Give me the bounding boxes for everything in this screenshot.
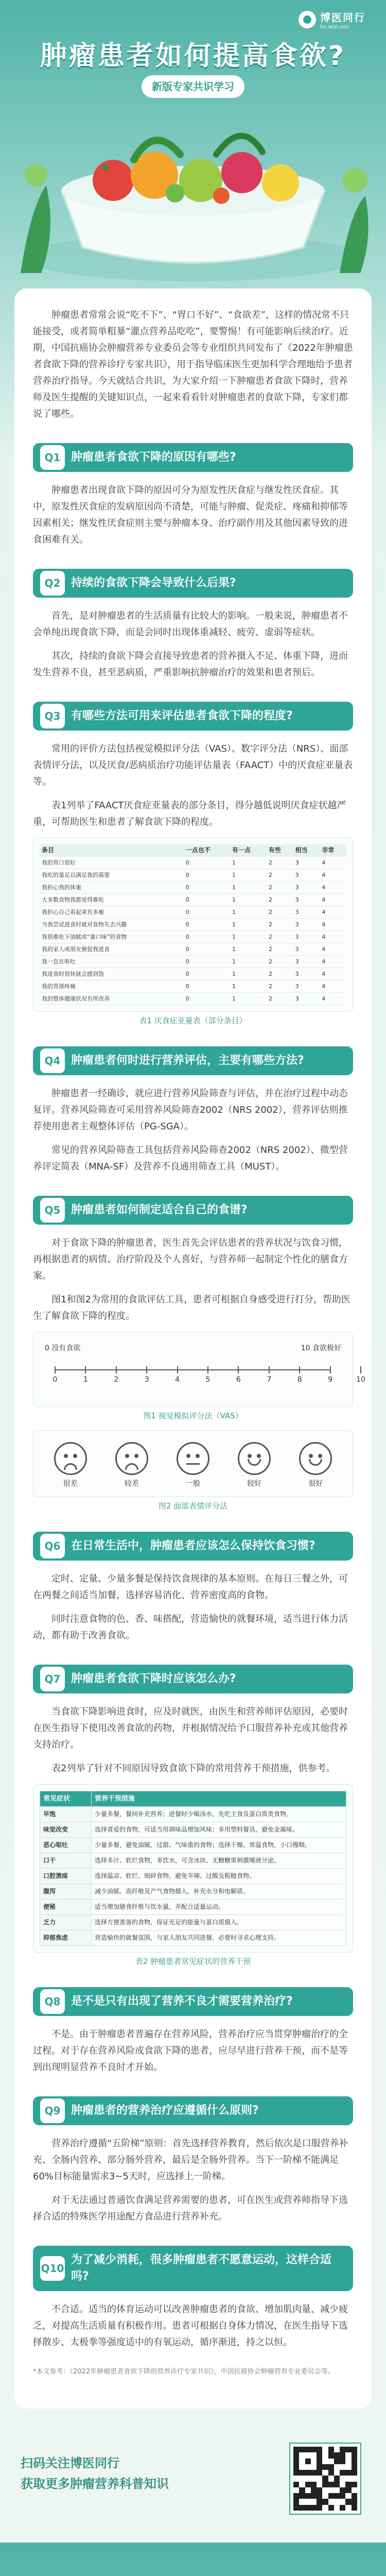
question-badge: Q9	[40, 2098, 65, 2123]
table-cell: 4	[320, 993, 346, 1005]
table-row	[40, 931, 346, 943]
table-cell: 当我尝试进食时就对食物失去兴趣	[40, 919, 184, 931]
scale-tick	[360, 1366, 361, 1374]
table-cell: 2	[267, 943, 293, 956]
table-cell: 我的胃部疼痛	[40, 980, 184, 993]
table-cell: 2	[267, 869, 293, 882]
table-cell: 4	[320, 906, 346, 919]
question-title: 有哪些方法可用来评估患者食欲下降的程度?	[71, 709, 293, 722]
intervention-cell: 减少油腻、高纤维及产气食物摄入，补充水分和电解质。	[92, 1884, 346, 1900]
intervention-cell: 选择温凉、软烂、细碎食物，避免辛辣、过酸及粗糙食物。	[92, 1869, 346, 1884]
symptom-cell: 味觉改变	[40, 1822, 92, 1838]
table-cell: 2	[267, 857, 293, 869]
figure-1-caption: 图1 视觉模拟评分法（VAS）	[143, 1411, 243, 1420]
table-header-row	[40, 1791, 346, 1807]
brand	[299, 9, 365, 30]
symptom-cell: 口干	[40, 1853, 92, 1869]
table-cell: 我的胃口很好	[40, 857, 184, 869]
table-cell: 1	[230, 968, 267, 980]
question-badge: Q10	[40, 2256, 65, 2281]
table-cell: 0	[184, 956, 230, 968]
table-cell: 4	[320, 919, 346, 931]
symptom-cell: 口腔溃疡	[40, 1869, 92, 1884]
footer	[0, 2424, 386, 2543]
table-cell: 3	[293, 906, 320, 919]
table-1-box	[33, 838, 353, 1012]
table-cell: 3	[293, 857, 320, 869]
table-cell: 0	[184, 919, 230, 931]
intervention-cell: 选择喜爱的食物，可适当用调味品增加风味；多用塑料餐具，避免金属味。	[92, 1822, 346, 1838]
question-title: 肿瘤患者何时进行营养评估，主要有哪些方法?	[71, 1054, 304, 1067]
table-cell: 我的整体健康状况有所改善	[40, 993, 184, 1005]
scale-tick-label: 3	[144, 1376, 149, 1384]
table-row	[40, 906, 346, 919]
table-cell: 0	[184, 931, 230, 943]
face-scale-item	[54, 1442, 87, 1488]
table-header-cell: 一点也不	[184, 844, 230, 857]
question-heading-7	[33, 1665, 353, 1693]
answer-paragraph: 其次，持续的食欲下降会直接导致患者的营养摄入不足、体重下降，进而发生营养不良，甚至恶病质，严重影响抗肿瘤治疗的效果和患者预后。	[33, 651, 348, 678]
table-row	[40, 894, 346, 906]
page-title: 肿瘤患者如何提高食欲?	[40, 41, 346, 72]
table-header-cell: 条目	[40, 844, 184, 857]
table-cell: 1	[230, 956, 267, 968]
table-cell: 1	[230, 931, 267, 943]
question-heading-10	[33, 2246, 353, 2291]
answer-paragraph: 对于食欲下降的肿瘤患者，医生首先会评估患者的营养状况与饮食习惯，再根据患者的病情、治疗阶段及个人喜好，与营养师一起制定个性化的膳食方案。	[33, 1238, 348, 1281]
symptom-cell: 便秘	[40, 1900, 92, 1915]
table-cell: 1	[230, 894, 267, 906]
anorexia-subscale-table	[40, 844, 346, 1005]
question-badge: Q5	[40, 1198, 65, 1223]
table-cell: 1	[230, 943, 267, 956]
table-2-caption: 表2 肿瘤患者常见症状的营养干预	[135, 1957, 251, 1966]
answer-paragraph: 图1和图2为常用的食欲评估工具，患者可根据自身感受进行打分，帮助医生了解食欲下降的程度。	[33, 1294, 350, 1321]
symptom-cell: 乏力	[40, 1915, 92, 1930]
question-badge: Q3	[40, 704, 65, 728]
symptom-cell: 早饱	[40, 1807, 92, 1822]
question-title: 是不是只有出现了营养不良才需要营养治疗?	[71, 1995, 293, 2008]
face-scale-item	[115, 1442, 148, 1488]
table-row	[40, 968, 346, 980]
table-row	[40, 869, 346, 882]
table-1-caption: 表1 厌食症亚量表（部分条目）	[139, 1016, 247, 1025]
face-label: 较差	[124, 1480, 139, 1488]
hero-banner	[0, 0, 386, 289]
symptom-cell: 恶心呕吐	[40, 1838, 92, 1853]
table-cell: 1	[230, 906, 267, 919]
table-cell: 3	[293, 931, 320, 943]
scale-tick	[207, 1366, 208, 1374]
scale-tick-label: 1	[83, 1376, 88, 1384]
table-cell: 3	[293, 993, 320, 1005]
question-badge: Q6	[40, 1534, 65, 1558]
question-badge: Q2	[40, 571, 65, 596]
question-title: 肿瘤患者食欲下降的原因有哪些?	[71, 451, 236, 464]
table-row	[40, 993, 346, 1005]
table-cell: 1	[230, 993, 267, 1005]
table-cell: 我一直在呕吐	[40, 956, 184, 968]
table-cell: 4	[320, 894, 346, 906]
page-subtitle-badge: 新版专家共识学习	[142, 75, 244, 98]
answer-paragraph: 首先，是对肿瘤患者的生活质量有比较大的影响。一般来说，肿瘤患者不会单纯出现食欲下降，而是会同时出现体重减轻、疲劳、虚弱等症状。	[33, 611, 348, 638]
scale-tick	[238, 1366, 239, 1374]
scale-tick	[177, 1366, 178, 1374]
answer-paragraph: 不合适。适当的体育运动可以改善肿瘤患者的食欲、增加肌肉量、减少疲乏，对提高生活质量有积极作用。患者可根据自身体力情况，在医生指导下选择散步、太极拳等强度适中的有氧运动，循序渐进，持之以恒。	[33, 2304, 348, 2348]
table-row	[40, 882, 346, 894]
table-cell: 2	[267, 968, 293, 980]
table-cell: 3	[293, 968, 320, 980]
table-cell: 2	[267, 931, 293, 943]
scale-tick-label: 7	[267, 1376, 272, 1384]
footer-line-2: 获取更多肿瘤营养科普知识	[21, 2477, 169, 2491]
face-scale-item	[238, 1442, 271, 1488]
question-badge: Q4	[40, 1048, 65, 1073]
table-cell: 0	[184, 943, 230, 956]
table-cell: 0	[184, 968, 230, 980]
table-row	[40, 943, 346, 956]
qr-code[interactable]	[290, 2444, 360, 2514]
qr-code-pattern	[293, 2447, 357, 2511]
table-body	[40, 857, 346, 1005]
table-header-cell: 相当	[293, 844, 320, 857]
scale-tick	[55, 1366, 56, 1374]
scale-tick	[269, 1366, 270, 1374]
face-scale-item	[299, 1442, 332, 1488]
table-row	[40, 956, 346, 968]
table-cell: 1	[230, 882, 267, 894]
table-cell: 2	[267, 919, 293, 931]
table-cell: 4	[320, 956, 346, 968]
table-2-box	[33, 1784, 353, 1953]
table-cell: 我担心自己看起来有多瘦	[40, 906, 184, 919]
question-badge: Q8	[40, 1989, 65, 2014]
face-icon	[238, 1442, 271, 1475]
answer-paragraph: 对于无法通过普通饮食满足营养需要的患者，可在医生或营养师指导下选择合适的特殊医学用途配方食品进行营养补充。	[33, 2195, 348, 2222]
scale-right-label: 10 食欲极好	[301, 1344, 341, 1352]
scale-tick-label: 10	[356, 1376, 365, 1384]
answer-paragraph: 定时、定量、少量多餐是保持饮食规律的基本原则。在每日三餐之外，可在两餐之间适当加餐，选择容易消化、营养密度高的食物。	[33, 1573, 348, 1601]
face-scale-item	[177, 1442, 209, 1488]
scale-tick	[85, 1366, 86, 1374]
table-cell: 我进食时很快就会感到饱	[40, 968, 184, 980]
table-row	[40, 1884, 346, 1900]
answer-paragraph: 营养治疗遵循“五阶梯”原则：首先选择营养教育，然后依次是口服营养补充、全肠内营养、部分肠外营养，最后是全肠外营养。当下一阶梯不能满足60%目标能量需求3~5天时，应选择上一阶梯。	[33, 2138, 348, 2182]
table-header-cell: 非常	[320, 844, 346, 857]
question-heading-4	[33, 1046, 353, 1075]
intervention-cell: 少量多餐，餐间补充营养；进餐时少喝汤水，先吃主食及蛋白质类食物。	[92, 1807, 346, 1822]
scale-tick	[146, 1366, 147, 1374]
face-icon	[299, 1442, 332, 1475]
question-heading-6	[33, 1532, 353, 1561]
table-cell: 1	[230, 857, 267, 869]
table-row	[40, 980, 346, 993]
footer-line-1: 扫码关注博医同行	[21, 2456, 119, 2470]
table-row	[40, 1900, 346, 1915]
table-cell: 我很难吃下油腻或“重口味”的食物	[40, 931, 184, 943]
question-badge: Q1	[40, 445, 65, 470]
table-cell: 3	[293, 956, 320, 968]
table-cell: 3	[293, 882, 320, 894]
scale-tick-label: 5	[205, 1376, 210, 1384]
table-cell: 大多数食物我都觉得难吃	[40, 894, 184, 906]
table-header-cell: 营养干预措施	[92, 1791, 346, 1807]
table-row	[40, 857, 346, 869]
table-cell: 1	[230, 919, 267, 931]
table-cell: 3	[293, 869, 320, 882]
symptom-cell: 抑郁焦虑	[40, 1930, 92, 1946]
question-badge: Q7	[40, 1667, 65, 1691]
table-cell: 0	[184, 980, 230, 993]
face-label: 很好	[308, 1480, 323, 1488]
table-cell: 0	[184, 906, 230, 919]
answer-paragraph: 表2列举了针对不同原因导致食欲下降的常用营养干预措施，供参考。	[51, 1763, 336, 1774]
question-title: 持续的食欲下降会导致什么后果?	[71, 577, 236, 589]
brand-logo-icon	[299, 11, 316, 28]
question-title: 肿瘤患者如何制定适合自己的食谱?	[71, 1204, 248, 1216]
scale-left-label: 0 没有食欲	[45, 1344, 81, 1352]
brand-name: 博医同行	[320, 11, 365, 24]
table-row	[40, 1853, 346, 1869]
reference-footnote: *本文参考：《2022年肿瘤患者食欲下降的营养诊疗专家共识》，中国抗癌协会肿瘤营养专业委员会等。	[33, 2368, 335, 2376]
table-row	[40, 1915, 346, 1930]
face-icon	[115, 1442, 148, 1475]
answer-paragraph: 当食欲下降影响进食时，应及时就医，由医生和营养师评估原因，必要时在医生指导下使用改善食欲的药物，并根据情况给予口服营养补充或其他营养支持治疗。	[33, 1706, 348, 1750]
table-header-cell: 有一点	[230, 844, 267, 857]
intervention-cell: 选择方便准备的食物，保证充足的能量与蛋白质摄入。	[92, 1915, 346, 1930]
face-icon	[54, 1442, 87, 1475]
scale-tick-label: 4	[175, 1376, 180, 1384]
question-heading-8	[33, 1987, 353, 2016]
table-cell: 3	[293, 943, 320, 956]
question-title: 肿瘤患者的营养治疗应遵循什么原则?	[71, 2104, 259, 2117]
table-row	[40, 1869, 346, 1884]
scale-tick	[299, 1366, 300, 1374]
scale-tick	[330, 1366, 331, 1374]
face-scale-figure	[33, 1430, 353, 1497]
table-row	[40, 1838, 346, 1853]
question-title: 在日常生活中，肿瘤患者应该怎么保持饮食习惯?	[71, 1539, 315, 1552]
scale-tick-label: 8	[297, 1376, 302, 1384]
table-cell: 4	[320, 869, 346, 882]
vegetable-bowl-illustration	[0, 103, 386, 289]
scale-tick-label: 2	[114, 1376, 119, 1384]
face-label: 较好	[247, 1480, 262, 1488]
vas-scale	[40, 1338, 365, 1400]
table-cell: 4	[320, 882, 346, 894]
question-heading-5	[33, 1196, 353, 1225]
table-cell: 1	[230, 980, 267, 993]
table-cell: 2	[267, 980, 293, 993]
table-cell: 0	[184, 993, 230, 1005]
question-heading-1	[33, 443, 353, 472]
table-cell: 2	[267, 906, 293, 919]
table-cell: 1	[230, 869, 267, 882]
article-card	[14, 289, 372, 2409]
table-cell: 2	[267, 894, 293, 906]
face-scale	[40, 1437, 346, 1490]
table-row	[40, 1807, 346, 1822]
table-cell: 4	[320, 968, 346, 980]
question-heading-2	[33, 569, 353, 598]
answer-paragraph: 同时注意食物的色、香、味搭配，营造愉快的就餐环境，适当进行体力活动，都有助于改善食欲。	[33, 1614, 348, 1641]
question-heading-3	[33, 702, 353, 731]
question-title: 肿瘤患者食欲下降时应该怎么办?	[71, 1672, 236, 1685]
intervention-cell: 选择多汁、软烂食物，多饮水，可含冰块、无糖糖果刺激唾液分泌。	[92, 1853, 346, 1869]
table-cell: 我的家人或朋友催促我进食	[40, 943, 184, 956]
table-cell: 0	[184, 857, 230, 869]
nutrition-intervention-table	[40, 1791, 346, 1946]
symptom-cell: 腹泻	[40, 1884, 92, 1900]
scale-tick	[116, 1366, 117, 1374]
table-cell: 3	[293, 980, 320, 993]
intro-paragraph: 肿瘤患者常常会说“吃不下”、“胃口不好”、“食欲差”，这样的情况常不只能接受，或者简单粗暴“灌点营养品吃吃”，要警惕！有可能影响后续治疗。近期，中国抗癌协会肿瘤营养专业委员会等专业组织共同发布了《2022年肿瘤患者食欲下降的营养诊疗专家共识》，用于指导临床医生更加科学合理地给予患者营养治疗指导。今天就结合共识，为大家介绍一下肿瘤患者食欲下降时，营养师及医生提醒的关键知识点，一起来看看针对肿瘤患者的食欲下降，专家们都说了哪些。	[33, 310, 353, 419]
intervention-cell: 少量多餐，避免油腻、过甜、气味重的食物；选择干燥、常温食物，小口慢咽。	[92, 1838, 346, 1853]
face-icon	[177, 1442, 209, 1475]
question-heading-9	[33, 2096, 353, 2125]
scale-tick-label: 0	[52, 1376, 58, 1384]
table-row	[40, 919, 346, 931]
answer-paragraph: 表1列举了FAACT厌食症亚量表的部分条目，得分越低说明厌食症状越严重，可帮助医生和患者了解食欲下降的程度。	[33, 800, 346, 827]
answer-paragraph: 不是。由于肿瘤患者普遍存在营养风险，营养治疗应当贯穿肿瘤治疗的全过程。对于存在营养风险或食欲下降的患者，应尽早进行营养干预，而不是等到出现明显营养不良时才开始。	[33, 2029, 348, 2073]
scale-tick-label: 9	[328, 1376, 333, 1384]
question-title: 为了减少消耗，很多肿瘤患者不愿意运动，这样合适吗?	[71, 2253, 332, 2283]
answer-paragraph: 肿瘤患者出现食欲下降的原因可分为原发性厌食症与继发性厌食症。其中，原发性厌食症的发病原因尚不清楚，可能与肿瘤、促炎症、疼痛和抑郁等因素相关；继发性厌食症则主要与肿瘤本身、治疗副作用及其他因素导致的进食困难有关。	[33, 485, 348, 545]
table-cell: 4	[320, 980, 346, 993]
table-cell: 我吃的量足以满足我的需要	[40, 869, 184, 882]
table-cell: 0	[184, 882, 230, 894]
table-cell: 4	[320, 857, 346, 869]
table-header-cell: 有些	[267, 844, 293, 857]
table-row	[40, 1930, 346, 1946]
vas-scale-figure	[33, 1332, 365, 1407]
table-cell: 2	[267, 993, 293, 1005]
table-cell: 3	[293, 894, 320, 906]
answer-paragraph: 常用的评价方法包括视觉模拟评分法（VAS）、数字评分法（NRS）、面部表情评分法，以及厌食/恶病质治疗功能评估量表（FAACT）中的厌食症亚量表等。	[33, 743, 353, 787]
answer-paragraph: 常见的营养风险筛查工具包括营养风险筛查2002（NRS 2002）、微型营养评定简表（MNA-SF）及营养不良通用筛查工具（MUST）。	[33, 1145, 348, 1172]
table-cell: 0	[184, 869, 230, 882]
brand-domain: bo.wlzl.ooo	[320, 24, 349, 30]
face-label: 很差	[63, 1480, 78, 1488]
table-cell: 3	[293, 919, 320, 931]
table-header-cell: 常见症状	[40, 1791, 92, 1807]
scale-tick-label: 6	[236, 1376, 241, 1384]
table-cell: 2	[267, 882, 293, 894]
figure-2-caption: 图2 面部表情评分法	[158, 1501, 228, 1511]
answer-paragraph: 肿瘤患者一经确诊，就应进行营养风险筛查与评估，并在治疗过程中动态复评。营养风险筛查可采用营养风险筛查2002（NRS 2002），营养评估则推荐使用患者主观整体评估（PG-SGA）。	[33, 1088, 348, 1132]
table-header-row	[40, 844, 346, 857]
table-cell: 我担心我的体重	[40, 882, 184, 894]
scale-line	[55, 1369, 331, 1370]
footer-text	[21, 2453, 288, 2494]
table-cell: 4	[320, 943, 346, 956]
face-label: 一般	[185, 1480, 200, 1488]
intervention-cell: 营造愉快的就餐氛围，与家人朋友共同进餐，必要时寻求心理支持。	[92, 1930, 346, 1946]
table-cell: 2	[267, 956, 293, 968]
table-cell: 4	[320, 931, 346, 943]
intervention-cell: 适当增加膳食纤维与饮水量，并配合适量运动。	[92, 1900, 346, 1915]
table-body	[40, 1807, 346, 1946]
table-cell: 0	[184, 894, 230, 906]
table-row	[40, 1822, 346, 1838]
